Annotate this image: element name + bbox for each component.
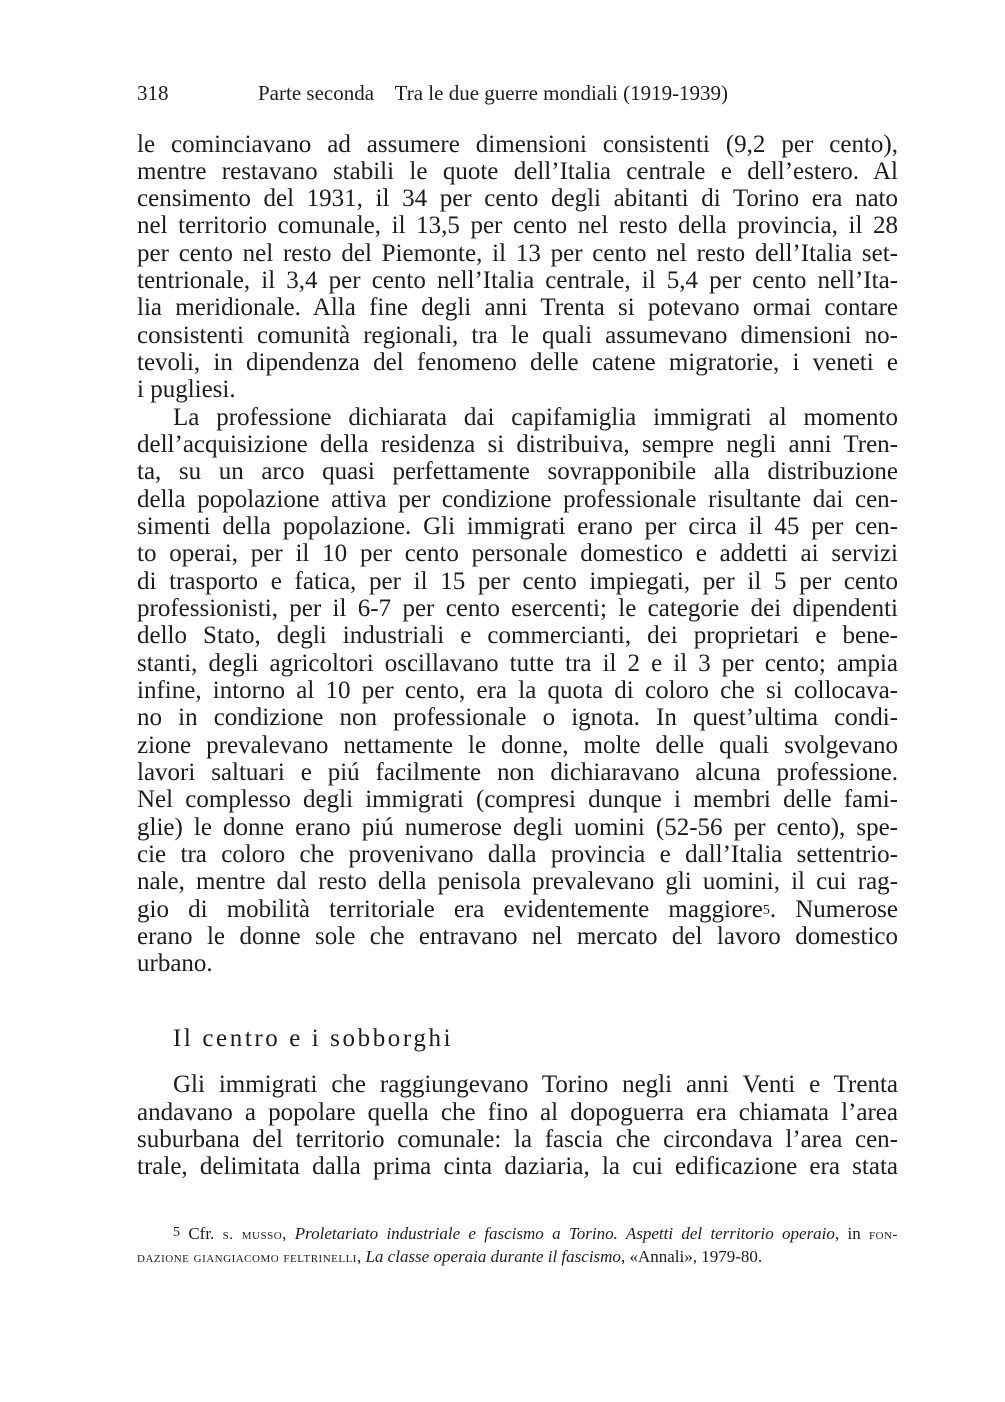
footnote-publisher: fon- bbox=[869, 1227, 899, 1243]
body-line: di trasporto e fatica, per il 15 per cento impiegati, per il 5 per cento bbox=[137, 568, 898, 595]
body-line-text: . Numerose bbox=[769, 896, 898, 923]
body-line: stanti, degli agricoltori oscillavano tutte tra il 2 e il 3 per cento; ampia bbox=[137, 650, 898, 677]
footnote-text: Cfr. bbox=[188, 1224, 223, 1243]
body-line: tentrionale, il 3,4 per cento nell’Italia centrale, il 5,4 per cento nell’Ita- bbox=[137, 267, 898, 294]
body-line: to operai, per il 10 per cento personale domestico e addetti ai servizi bbox=[137, 540, 898, 567]
footnote-author: s. musso bbox=[222, 1227, 283, 1243]
footnote-line bbox=[173, 1223, 898, 1245]
body-line-with-note bbox=[137, 896, 898, 924]
body-line: tevoli, in dipendenza del fenomeno delle catene migratorie, i veneti e bbox=[137, 349, 898, 376]
body-line: censimento del 1931, il 34 per cento degli abitanti di Torino era nato bbox=[137, 185, 898, 212]
section-heading: Il centro e i sobborghi bbox=[173, 1025, 454, 1052]
body-line: zione prevalevano nettamente le donne, molte delle quali svolgevano bbox=[137, 732, 898, 759]
body-line: urbano. bbox=[137, 950, 213, 977]
body-line: per cento nel resto del Piemonte, il 13 per cento nel resto dell’Italia set- bbox=[137, 240, 898, 267]
body-line: trale, delimitata dalla prima cinta daziaria, la cui edificazione era stata bbox=[137, 1153, 898, 1180]
body-line: professionisti, per il 6-7 per cento esercenti; le categorie dei dipendenti bbox=[137, 595, 898, 622]
body-line: le cominciavano ad assumere dimensioni consistenti (9,2 per cento), bbox=[137, 131, 898, 158]
body-line: lavori saltuari e piú facilmente non dichiaravano alcuna professione. bbox=[137, 759, 898, 786]
footnote-text: , bbox=[282, 1224, 295, 1243]
body-line: erano le donne sole che entravano nel mercato del lavoro domestico bbox=[137, 923, 898, 950]
footnote-title: Proletariato industriale e fascismo a Torino. Aspetti del territorio operaio bbox=[294, 1224, 835, 1243]
body-line: suburbana del territorio comunale: la fascia che circondava l’area cen- bbox=[137, 1126, 898, 1153]
body-line: lia meridionale. Alla fine degli anni Trenta si potevano ormai contare bbox=[137, 294, 898, 321]
footnote-text: , bbox=[356, 1247, 366, 1266]
body-line: Nel complesso degli immigrati (compresi dunque i membri delle fami- bbox=[137, 786, 898, 813]
footnote-text: , «Annali», 1979-80. bbox=[620, 1247, 763, 1266]
body-line: glie) le donne erano piú numerose degli uomini (52-56 per cento), spe- bbox=[137, 814, 898, 841]
footnote-line bbox=[137, 1246, 898, 1268]
body-line: nale, mentre dal resto della penisola prevalevano gli uomini, il cui rag- bbox=[137, 868, 898, 895]
page-header bbox=[137, 78, 907, 108]
footnote-text: , in bbox=[834, 1224, 869, 1243]
body-line: mentre restavano stabili le quote dell’Italia centrale e dell’estero. Al bbox=[137, 158, 898, 185]
paragraph-first-line: Gli immigrati che raggiungevano Torino negli anni Venti e Trenta bbox=[173, 1071, 898, 1098]
body-line-text: gio di mobilità territoriale era evidentemente maggiore bbox=[137, 896, 763, 923]
body-line: dello Stato, degli industriali e commercianti, dei proprietari e bene- bbox=[137, 622, 898, 649]
body-line: consistenti comunità regionali, tra le quali assumevano dimensioni no- bbox=[137, 322, 898, 349]
body-line: della popolazione attiva per condizione professionale risultante dai cen- bbox=[137, 486, 898, 513]
footnote-reference[interactable]: 5 bbox=[762, 903, 770, 918]
body-line: i pugliesi. bbox=[137, 376, 236, 403]
body-line: infine, intorno al 10 per cento, era la quota di coloro che si collocava- bbox=[137, 677, 898, 704]
body-line: ta, su un arco quasi perfettamente sovrapponibile alla distribuzione bbox=[137, 458, 898, 485]
body-line: dell’acquisizione della residenza si distribuiva, sempre negli anni Tren- bbox=[137, 431, 898, 458]
body-line: cie tra coloro che provenivano dalla provincia e dall’Italia settentrio- bbox=[137, 841, 898, 868]
body-line: no in condizione non professionale o ignota. In quest’ultima condi- bbox=[137, 704, 898, 731]
footnote-marker: 5 bbox=[173, 1225, 180, 1240]
body-line: andavano a popolare quella che fino al dopoguerra era chiamata l’area bbox=[137, 1099, 898, 1126]
paragraph-first-line: La professione dichiarata dai capifamiglia immigrati al momento bbox=[173, 404, 898, 431]
footnote-publisher: dazione giangiacomo feltrinelli bbox=[137, 1250, 357, 1266]
body-line: nel territorio comunale, il 13,5 per cento nel resto della provincia, il 28 bbox=[137, 212, 898, 239]
footnote-title: La classe operaia durante il fascismo bbox=[365, 1247, 621, 1266]
body-line: simenti della popolazione. Gli immigrati erano per circa il 45 per cen- bbox=[137, 513, 898, 540]
page-number: 318 bbox=[137, 81, 169, 105]
running-head: Parte seconda Tra le due guerre mondiali (1919-1939) bbox=[258, 81, 729, 105]
